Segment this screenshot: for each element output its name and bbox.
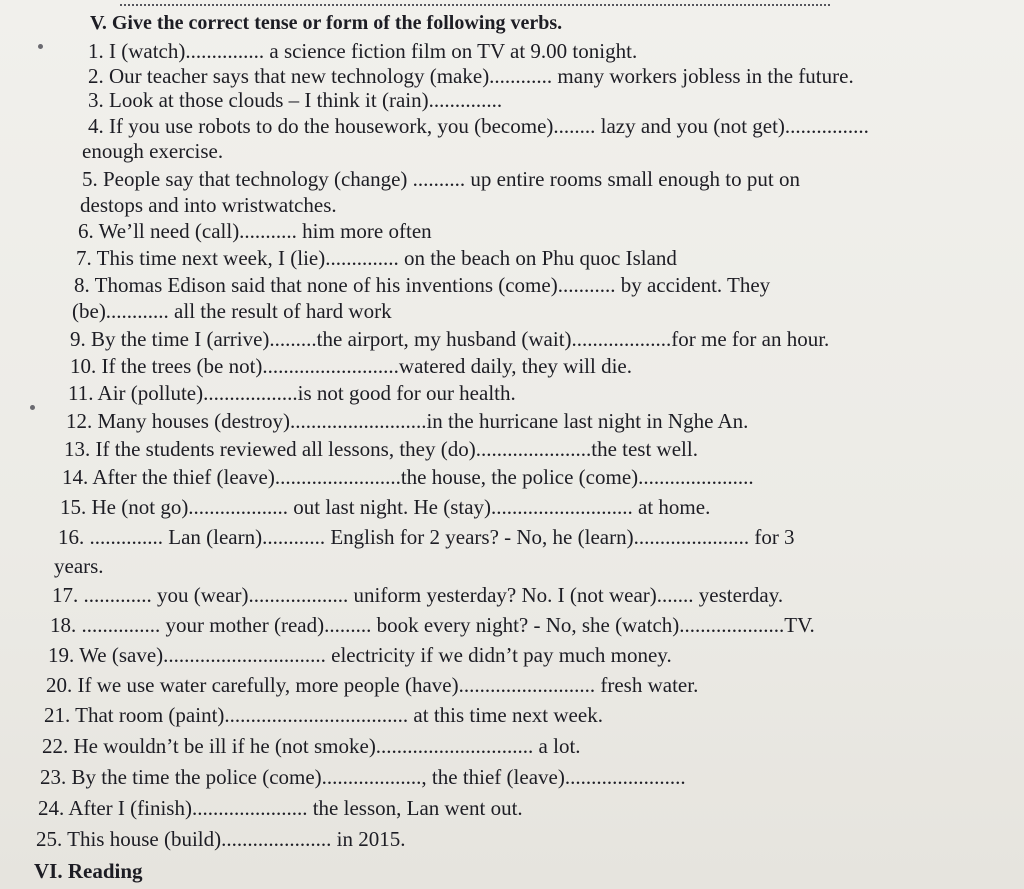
item-11: 11. Air (pollute)..................is not good for our health. xyxy=(68,381,516,405)
item-8: 8. Thomas Edison said that none of his inventions (come)........... by accident. They xyxy=(74,273,771,297)
item-20: 20. If we use water carefully, more people (have).......................... fresh water. xyxy=(46,673,699,697)
item-9: 9. By the time I (arrive).........the airport, my husband (wait)...................for me for an hour. xyxy=(70,327,830,351)
top-dotted-rule xyxy=(120,4,830,6)
item-17: 17. ............. you (wear)................... uniform yesterday? No. I (not wear)....... yesterday. xyxy=(52,583,784,607)
item-8-cont: (be)............ all the result of hard work xyxy=(72,299,392,323)
item-14: 14. After the thief (leave)........................the house, the police (come)...................... xyxy=(62,465,754,489)
item-3: 3. Look at those clouds – I think it (rain).............. xyxy=(88,88,503,112)
item-5-cont: destops and into wristwatches. xyxy=(80,193,337,217)
item-4-cont: enough exercise. xyxy=(82,139,224,163)
item-23: 23. By the time the police (come)..................., the thief (leave)....................... xyxy=(40,765,686,789)
item-25: 25. This house (build)..................... in 2015. xyxy=(36,827,406,851)
item-5: 5. People say that technology (change) .......... up entire rooms small enough to put on xyxy=(82,167,800,191)
item-19: 19. We (save)............................... electricity if we didn’t pay much money. xyxy=(48,643,672,667)
item-7: 7. This time next week, I (lie).............. on the beach on Phu quoc Island xyxy=(76,246,677,270)
punch-mark xyxy=(38,44,43,49)
item-2: 2. Our teacher says that new technology (make)............ many workers jobless in the future. xyxy=(88,64,854,88)
item-13: 13. If the students reviewed all lessons, they (do)......................the test well. xyxy=(64,437,698,461)
item-10: 10. If the trees (be not)..........................watered daily, they will die. xyxy=(70,354,632,378)
section-v-title: V. Give the correct tense or form of the following verbs. xyxy=(90,12,563,34)
item-22: 22. He wouldn’t be ill if he (not smoke).............................. a lot. xyxy=(42,734,581,758)
item-1: 1. I (watch)............... a science fiction film on TV at 9.00 tonight. xyxy=(88,39,638,63)
item-16: 16. .............. Lan (learn)............ English for 2 years? - No, he (learn)...................... for 3 xyxy=(58,525,795,549)
item-6: 6. We’ll need (call)........... him more often xyxy=(78,219,432,243)
item-15: 15. He (not go)................... out last night. He (stay)........................... at home. xyxy=(60,495,711,519)
punch-mark xyxy=(30,405,35,410)
item-18: 18. ............... your mother (read)......... book every night? - No, she (watch)....................TV. xyxy=(50,613,815,637)
item-4: 4. If you use robots to do the housework, you (become)........ lazy and you (not get)................ xyxy=(88,114,869,138)
item-24: 24. After I (finish)...................... the lesson, Lan went out. xyxy=(38,796,523,820)
item-12: 12. Many houses (destroy)..........................in the hurricane last night in Nghe An. xyxy=(66,409,749,433)
item-21: 21. That room (paint)................................... at this time next week. xyxy=(44,703,603,727)
section-vi-title: VI. Reading xyxy=(34,859,143,883)
item-16-cont: years. xyxy=(54,554,104,578)
